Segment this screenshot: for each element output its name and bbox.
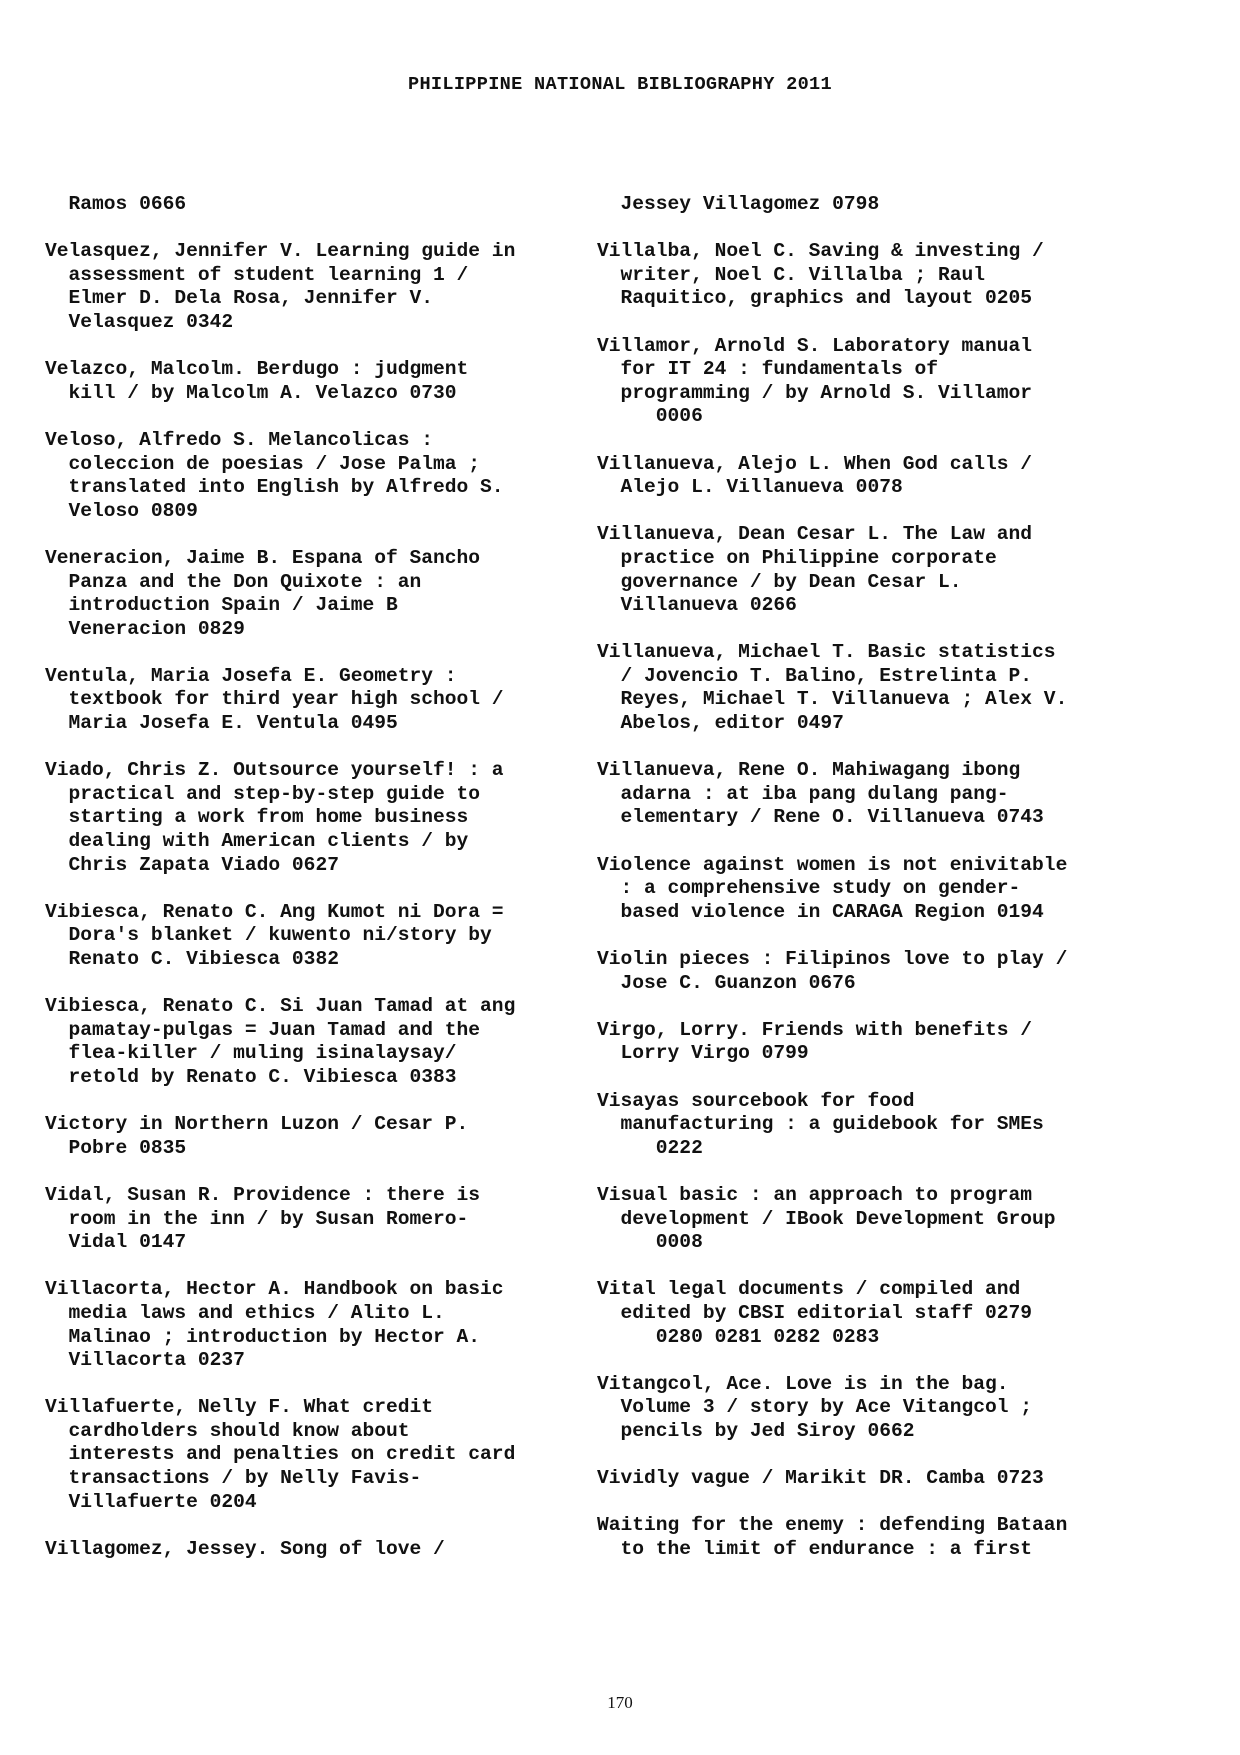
entry-line: adarna : at iba pang dulang pang- <box>597 782 1009 805</box>
entry-line: coleccion de poesias / Jose Palma ; <box>45 452 481 475</box>
entry-line: flea-killer / muling isinalaysay/ <box>45 1042 457 1065</box>
entry-line: cardholders should know about <box>45 1419 410 1442</box>
entry-line: Villagomez, Jessey. Song of love / <box>45 1537 445 1560</box>
entry-line: programming / by Arnold S. Villamor <box>597 381 1033 404</box>
entry-line: Veneracion, Jaime B. Espana of Sancho <box>45 546 481 569</box>
entry-line: media laws and ethics / Alito L. <box>45 1301 445 1324</box>
bibliography-entry <box>597 193 1207 217</box>
entry-line: Virgo, Lorry. Friends with benefits / <box>597 1018 1033 1041</box>
entry-line: Vidal, Susan R. Providence : there is <box>45 1183 481 1206</box>
bibliography-entry <box>597 1184 1207 1255</box>
entry-line: Visual basic : an approach to program <box>597 1183 1033 1206</box>
entry-line: Jose C. Guanzon 0676 <box>597 971 856 994</box>
entry-line: Villanueva, Rene O. Mahiwagang ibong <box>597 759 1021 782</box>
entry-line: Reyes, Michael T. Villanueva ; Alex V. <box>597 688 1068 711</box>
entry-line: pamatay-pulgas = Juan Tamad and the <box>45 1018 481 1041</box>
entry-line: dealing with American clients / by <box>45 830 469 853</box>
entry-line: Villamor, Arnold S. Laboratory manual <box>597 334 1033 357</box>
entry-line: Pobre 0835 <box>45 1136 187 1159</box>
entry-line: Victory in Northern Luzon / Cesar P. <box>45 1113 469 1136</box>
entry-line: Renato C. Vibiesca 0382 <box>45 948 339 970</box>
entry-line: Veloso 0809 <box>45 499 198 522</box>
bibliography-entry <box>597 1514 1207 1561</box>
entry-line: Elmer D. Dela Rosa, Jennifer V. <box>45 287 434 310</box>
entry-line: 0006 <box>597 405 703 428</box>
entry-line: to the limit of endurance : a first <box>597 1537 1033 1560</box>
entry-line: Velazco, Malcolm. Berdugo : judgment <box>45 358 469 381</box>
bibliography-entry <box>45 358 585 405</box>
page-number: 170 <box>607 1693 633 1712</box>
entry-line: Villanueva, Michael T. Basic statistics <box>597 641 1056 664</box>
bibliography-entry <box>45 665 585 736</box>
entry-line: Ramos 0666 <box>45 193 187 215</box>
bibliography-entry <box>45 901 585 972</box>
bibliography-entry <box>45 1113 585 1160</box>
entry-line: retold by Renato C. Vibiesca 0383 <box>45 1065 457 1088</box>
bibliography-entry <box>597 854 1207 925</box>
entry-line: Chris Zapata Viado 0627 <box>45 853 339 876</box>
bibliography-entry <box>45 995 585 1089</box>
bibliography-entry <box>597 1019 1207 1066</box>
entry-line: Vibiesca, Renato C. Ang Kumot ni Dora = <box>45 900 504 923</box>
entry-line: Waiting for the enemy : defending Bataan <box>597 1514 1068 1537</box>
entry-line: Vividly vague / Marikit DR. Camba 0723 <box>597 1467 1044 1490</box>
entry-line: Maria Josefa E. Ventula 0495 <box>45 712 398 735</box>
bibliography-entry <box>45 240 585 334</box>
entry-line: pencils by Jed Siroy 0662 <box>597 1419 915 1442</box>
page-header: PHILIPPINE NATIONAL BIBLIOGRAPHY 2011 <box>408 74 832 95</box>
entry-line: Violence against women is not enivitable <box>597 853 1068 876</box>
bibliography-entry <box>597 1278 1207 1349</box>
entry-line: Alejo L. Villanueva 0078 <box>597 476 903 499</box>
entry-line: Vital legal documents / compiled and <box>597 1278 1021 1301</box>
entry-line: transactions / by Nelly Favis- <box>45 1467 422 1490</box>
entry-line: 0222 <box>597 1136 703 1159</box>
entry-line: starting a work from home business <box>45 806 469 829</box>
entry-line: Veloso, Alfredo S. Melancolicas : <box>45 428 434 451</box>
entry-line: 0280 0281 0282 0283 <box>597 1325 880 1348</box>
bibliography-entry <box>597 759 1207 830</box>
bibliography-entry <box>597 641 1207 735</box>
entry-line: Villanueva, Alejo L. When God calls / <box>597 452 1033 475</box>
entry-line: Villafuerte, Nelly F. What credit <box>45 1396 434 1419</box>
entry-line: / Jovencio T. Balino, Estrelinta P. <box>597 664 1033 687</box>
entry-line: assessment of student learning 1 / <box>45 263 469 286</box>
entry-line: governance / by Dean Cesar L. <box>597 570 962 593</box>
entry-line: introduction Spain / Jaime B <box>45 594 398 617</box>
entry-line: elementary / Rene O. Villanueva 0743 <box>597 806 1044 829</box>
entry-line: edited by CBSI editorial staff 0279 <box>597 1301 1033 1324</box>
bibliography-entry <box>45 1278 585 1372</box>
entry-line: textbook for third year high school / <box>45 688 504 711</box>
bibliography-entry <box>597 1467 1207 1491</box>
bibliography-entry <box>45 193 585 217</box>
entry-line: practical and step-by-step guide to <box>45 782 481 805</box>
left-column <box>45 193 585 1585</box>
entry-line: interests and penalties on credit card <box>45 1443 516 1466</box>
bibliography-entry <box>45 1396 585 1514</box>
entry-line: Jessey Villagomez 0798 <box>597 193 880 215</box>
entry-line: Raquitico, graphics and layout 0205 <box>597 287 1033 310</box>
bibliography-entry <box>45 429 585 523</box>
entry-line: Villafuerte 0204 <box>45 1490 257 1513</box>
entry-line: Abelos, editor 0497 <box>597 712 844 735</box>
bibliography-entry <box>597 335 1207 429</box>
entry-line: Velasquez, Jennifer V. Learning guide in <box>45 240 516 263</box>
entry-line: Vidal 0147 <box>45 1231 187 1254</box>
entry-line: practice on Philippine corporate <box>597 546 997 569</box>
entry-line: Veneracion 0829 <box>45 617 245 640</box>
entry-line: translated into English by Alfredo S. <box>45 476 504 499</box>
entry-line: Villalba, Noel C. Saving & investing / <box>597 240 1044 263</box>
entry-line: manufacturing : a guidebook for SMEs <box>597 1113 1044 1136</box>
entry-line: : a comprehensive study on gender- <box>597 877 1021 900</box>
entry-line: Volume 3 / story by Ace Vitangcol ; <box>597 1396 1033 1419</box>
right-column <box>597 193 1207 1585</box>
entry-line: Violin pieces : Filipinos love to play / <box>597 948 1068 970</box>
bibliography-entry <box>597 1373 1207 1444</box>
entry-line: Villanueva 0266 <box>597 594 797 617</box>
bibliography-entry <box>597 240 1207 311</box>
entry-line: Ventula, Maria Josefa E. Geometry : <box>45 664 457 687</box>
bibliography-entry <box>45 1184 585 1255</box>
entry-line: Vibiesca, Renato C. Si Juan Tamad at ang <box>45 995 516 1018</box>
bibliography-entry <box>45 547 585 641</box>
entry-line: Panza and the Don Quixote : an <box>45 570 422 593</box>
entry-line: Dora's blanket / kuwento ni/story by <box>45 924 492 947</box>
entry-line: Villacorta, Hector A. Handbook on basic <box>45 1278 504 1301</box>
bibliography-entry <box>597 523 1207 617</box>
entry-line: Malinao ; introduction by Hector A. <box>45 1325 481 1348</box>
entry-line: kill / by Malcolm A. Velazco 0730 <box>45 381 457 404</box>
entry-line: Vitangcol, Ace. Love is in the bag. <box>597 1372 1009 1395</box>
bibliography-entry <box>597 1090 1207 1161</box>
entry-line: for IT 24 : fundamentals of <box>597 358 938 381</box>
entry-line: writer, Noel C. Villalba ; Raul <box>597 263 986 286</box>
entry-line: Lorry Virgo 0799 <box>597 1042 809 1065</box>
bibliography-entry <box>45 759 585 877</box>
entry-line: Viado, Chris Z. Outsource yourself! : a <box>45 759 504 782</box>
bibliography-entry <box>597 453 1207 500</box>
entry-line: Villanueva, Dean Cesar L. The Law and <box>597 523 1033 546</box>
bibliography-entry <box>597 948 1207 995</box>
entry-line: room in the inn / by Susan Romero- <box>45 1207 469 1230</box>
bibliography-entry <box>45 1538 585 1562</box>
entry-line: 0008 <box>597 1231 703 1254</box>
entry-line: Villacorta 0237 <box>45 1349 245 1372</box>
entry-line: Velasquez 0342 <box>45 310 234 333</box>
entry-line: based violence in CARAGA Region 0194 <box>597 900 1044 923</box>
entry-line: Visayas sourcebook for food <box>597 1089 915 1112</box>
entry-line: development / IBook Development Group <box>597 1207 1056 1230</box>
